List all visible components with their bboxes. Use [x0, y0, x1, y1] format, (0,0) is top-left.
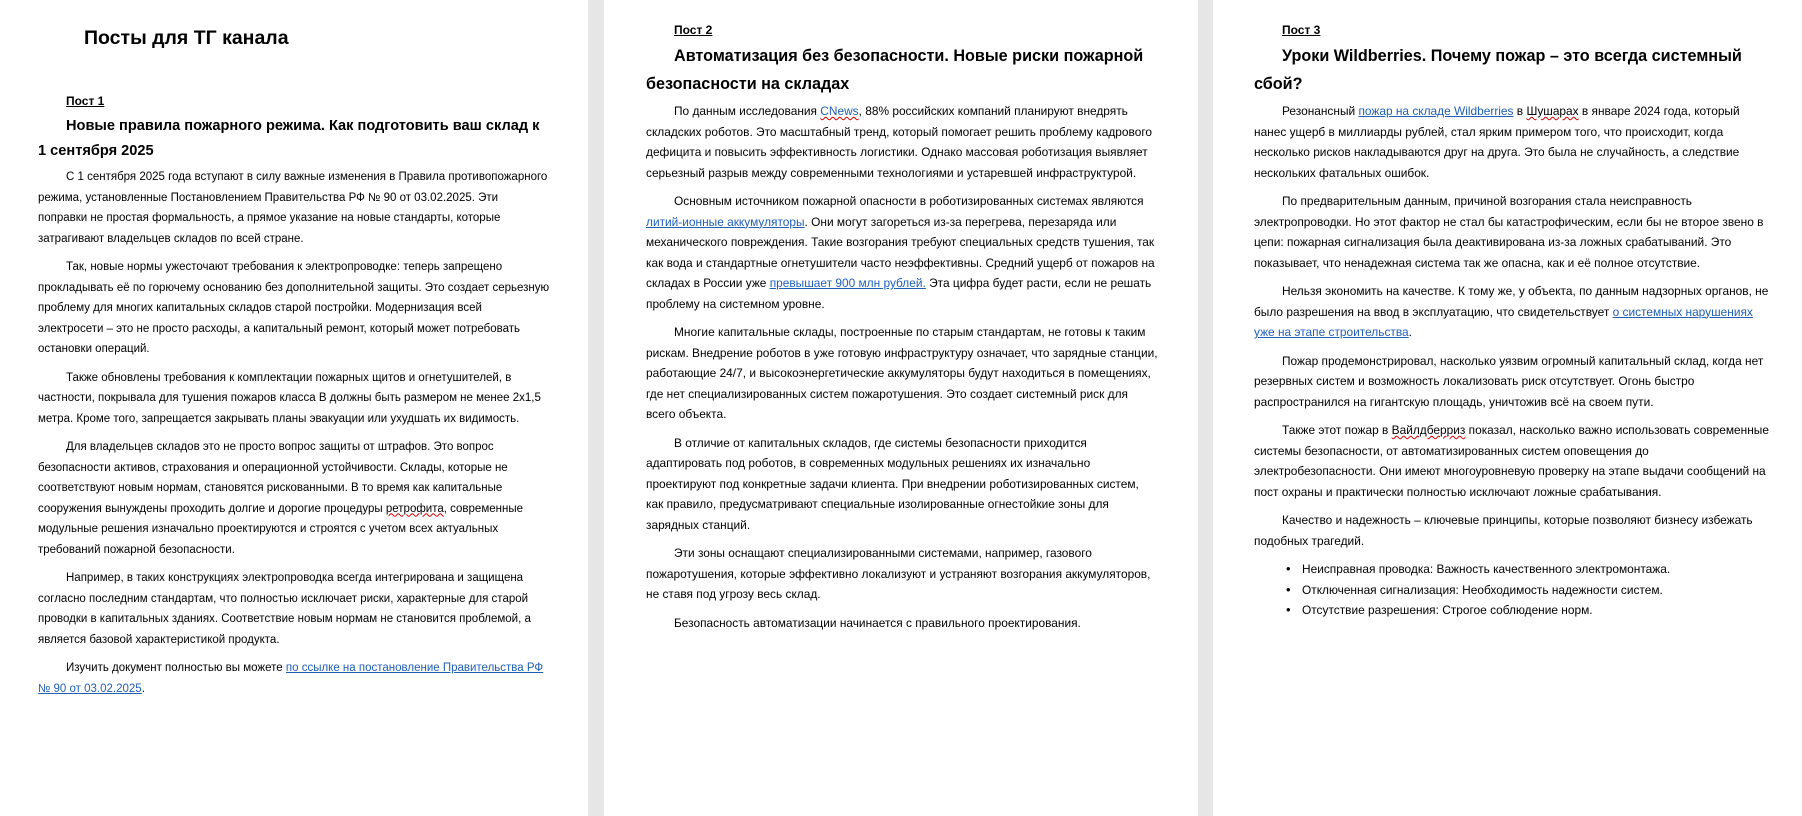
post-3-paragraph-3: [1254, 281, 1769, 343]
post-1-paragraph-6: [38, 658, 550, 699]
document-page-2[interactable]: [604, 0, 1198, 816]
post-1-paragraph-4: [38, 437, 550, 560]
document-title: Посты для ТГ канала: [84, 27, 289, 49]
post-1-paragraph-3: Также обновлены требования к комплектации пожарных щитов и огнетушителей, в частности, покрывала для тушения пожаров класса B должны быть размером не менее 2x1,5 метра. Кроме того, запрещается закрывать планы эвакуации или ухудшать их видимость.: [38, 371, 541, 425]
post-3-paragraph-5: [1254, 420, 1769, 502]
post-3-title: Уроки Wildberries. Почему пожар – это всегда системный сбой?: [1254, 47, 1742, 93]
decree-link[interactable]: по ссылке на постановление Правительства РФ № 90 от 03.02.2025: [38, 662, 544, 695]
damage-stat-link[interactable]: превышает 900 млн рублей.: [769, 276, 926, 290]
spellcheck-word[interactable]: Вайлдберриз: [1391, 423, 1466, 437]
post-2-paragraph-3: Многие капитальные склады, построенные по старым стандартам, не готовы к таким рискам. Внедрение роботов в уже готовую инфраструктуру означает, что зарядные станции, работающие 24/7, и высокоэнергетические аккумуляторы будут находиться в помещениях, где нет специализированных систем пожаротушения. Это создает системный риск для всего объекта.: [646, 325, 1158, 421]
wildberries-fire-link[interactable]: пожар на складе Wildberries: [1358, 104, 1514, 118]
post-2-paragraph-5: Эти зоны оснащают специализированными системами, например, газового пожаротушения, которые эффективно локализуют и устраняют возгорания аккумуляторов, не ставя под угрозу весь склад.: [646, 546, 1151, 601]
text-run: Эта цифра будет расти, если не решать проблему на системном уровне.: [646, 276, 1152, 311]
post-2-paragraph-6: Безопасность автоматизации начинается с правильного проектирования.: [674, 615, 1081, 630]
text-run: По данным исследования: [674, 104, 821, 118]
post-2-paragraph-4: В отличие от капитальных складов, где системы безопасности приходится адаптировать под роботов, в современных модульных решениях их изначально проектируют под конкретные задачи клиента. При внедрении роботизированных систем, как правило, предусматривают специальные изолированные огнестойкие зоны для зарядных станций.: [646, 435, 1139, 532]
post-3-paragraph-1: [1254, 101, 1769, 183]
violations-link[interactable]: о системных нарушениях уже на этапе строительства: [1254, 304, 1753, 339]
post-1-paragraph-5: Например, в таких конструкциях электропроводка всегда интегрирована и защищена согласно последним стандартам, что полностью исключает риски, характерные для старой проводки в капитальных зданиях. Соответствие новым нормам не становится проблемой, а является базовой характеристикой продукта.: [38, 572, 531, 646]
text-run: , современные модульные решения изначально проектируются и строятся с учетом всех актуальных требований пожарной безопасности.: [38, 502, 523, 556]
post-3-paragraph-2: По предварительным данным, причиной возгорания стала неисправность электропроводки. Но этот фактор не стал бы катастрофическим, если бы не второе звено в цепи: пожарная сигнализация была деактивирована из-за ложных срабатываний. Это показывает, что ненадежная система так же опасна, как и её полное отсутствие.: [1254, 194, 1764, 270]
post-1-paragraph-2: Так, новые нормы ужесточают требования к электропроводке: теперь запрещено прокладывать её по горючему основанию без дополнительной защиты. Это создает серьезную проблему для многих капитальных складов старой постройки. Модернизация всей электросети – это не просто расходы, а капитальный ремонт, который может потребовать остановки операций.: [38, 261, 550, 355]
text-run: Резонансный: [1282, 104, 1359, 118]
document-page-3[interactable]: [1213, 0, 1802, 816]
spellcheck-word[interactable]: ретрофита: [385, 502, 444, 515]
post-2-label: Пост 2: [674, 23, 713, 37]
text-run: Для владельцев складов это не просто вопрос защиты от штрафов. Это вопрос безопасности активов, страхования и операционной устойчивости. Склады, которые не соответствуют новым нормам, становятся рискованными. В то время как капитальные сооружения вынуждены проходить долгие и дорогие процедуры: [38, 441, 508, 515]
spellcheck-word[interactable]: Шушарах: [1526, 104, 1579, 118]
post-2-paragraph-2: [646, 191, 1158, 314]
text-run: показал, насколько важно использовать современные системы безопасности, от автоматизированных систем оповещения до электробезопасности. Они имеют многоуровневую проверку на этапе выдачи сообщений на пост охраны и практически полностью исключают ложные срабатывания.: [1254, 423, 1769, 499]
text-run: .: [1408, 325, 1412, 339]
list-item: • Отсутствие разрешения: Строгое соблюдение норм.: [1302, 600, 1769, 621]
text-run: , 88% российских компаний планируют внедрять складских роботов. Это масштабный тренд, который помогает решить проблему кадрового дефицита и повысить эффективность логистики. Однако массовая роботизация выявляет серьезный разрыв между современными технологиями и устаревшей инфраструктурой.: [646, 104, 1153, 180]
text-run: Основным источником пожарной опасности в роботизированных системах являются: [674, 194, 1144, 208]
post-1-title: Новые правила пожарного режима. Как подготовить ваш склад к 1 сентября 2025: [38, 118, 540, 159]
post-1-label: Пост 1: [66, 94, 105, 108]
text-run: Также этот пожар в: [1282, 423, 1392, 437]
lessons-list: [1254, 559, 1769, 621]
post-2-paragraph-1: [646, 101, 1158, 183]
text-run: .: [141, 682, 145, 695]
document-page-1[interactable]: [0, 0, 588, 816]
list-item: • Неисправная проводка: Важность качественного электромонтажа.: [1302, 559, 1769, 580]
li-ion-batteries-link[interactable]: литий-ионные аккумуляторы: [646, 214, 805, 229]
cnews-link[interactable]: CNews: [820, 104, 859, 118]
list-item: • Отключенная сигнализация: Необходимость надежности систем.: [1302, 580, 1769, 601]
text-run: Нельзя экономить на качестве. К тому же, у объекта, по данным надзорных органов, не было разрешения на ввод в эксплуатацию, что свидетельствует: [1254, 284, 1769, 319]
text-run: в январе 2024 года, который нанес ущерб в миллиарды рублей, стал ярким примером того, что происходит, когда несколько рисков накладываются друг на друга. Это была не случайность, а следствие нескольких фатальных ошибок.: [1254, 104, 1740, 180]
text-run: Изучить документ полностью вы можете: [66, 662, 286, 674]
post-3-paragraph-6: Качество и надежность – ключевые принципы, которые позволяют бизнесу избежать подобных трагедий.: [1254, 513, 1753, 548]
text-run: в: [1513, 104, 1527, 118]
post-3-paragraph-4: Пожар продемонстрировал, насколько уязвим огромный капитальный склад, когда нет резервных систем и возможность локализовать риск отсутствует. Огонь быстро распространился на гигантскую площадь, уничтожив всё на своем пути.: [1254, 353, 1764, 409]
text-run: . Они могут загореться из-за перегрева, перезаряда или механического повреждения. Такие возгорания требуют специальных средств тушения, так как вода и стандартные огнетушители часто неэффективны. Средний ущерб от пожаров на складах в России уже: [646, 214, 1155, 290]
post-1-paragraph-1: С 1 сентября 2025 года вступают в силу важные изменения в Правила противопожарного режима, установленные Постановлением Правительства РФ № 90 от 03.02.2025. Эти поправки не простая формальность, а прямое указание на новые стандарты, которые затрагивают владельцев складов по всей стране.: [38, 171, 548, 245]
post-2-title: Автоматизация без безопасности. Новые риски пожарной безопасности на складах: [646, 47, 1144, 93]
post-3-label: Пост 3: [1282, 23, 1321, 37]
